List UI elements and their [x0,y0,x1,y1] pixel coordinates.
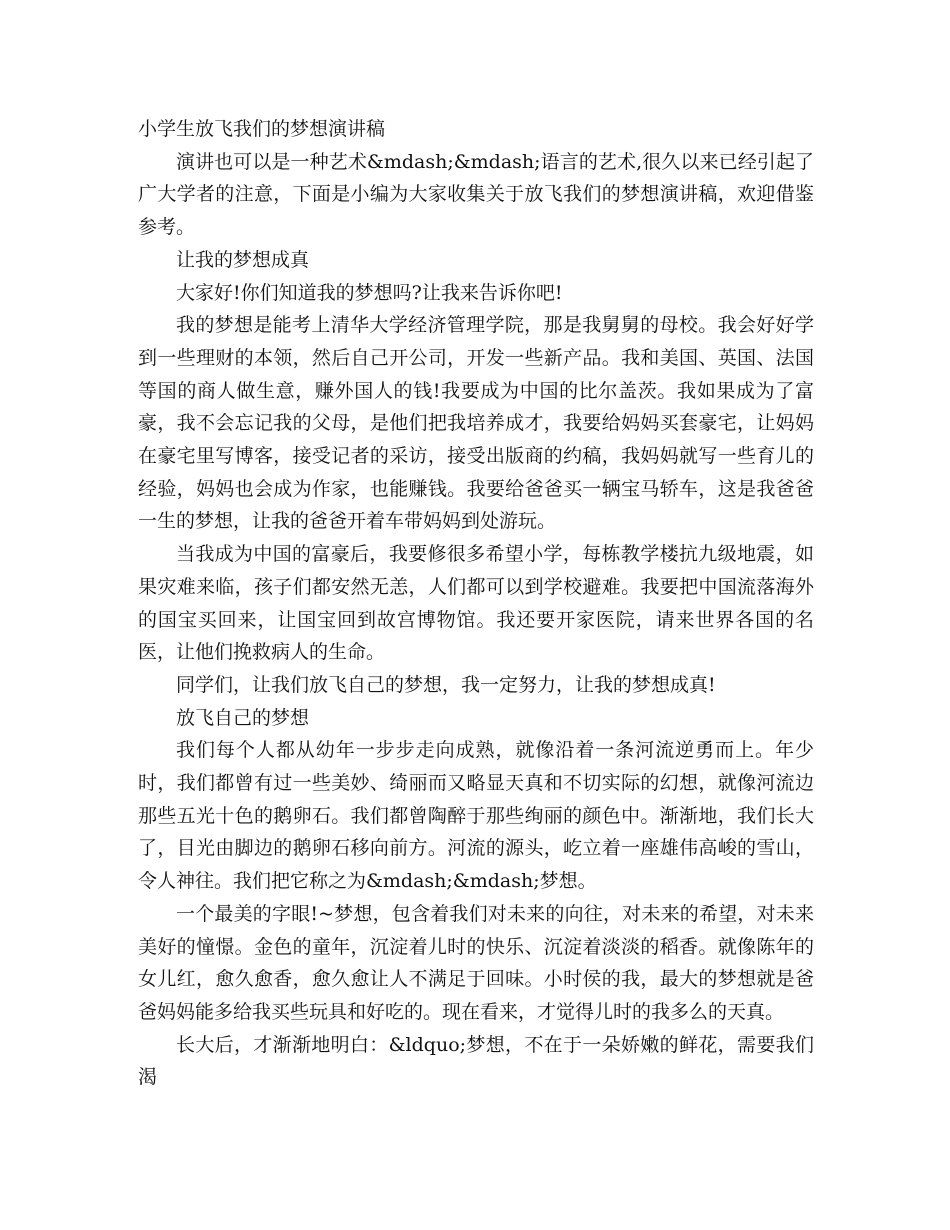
section-heading-1: 让我的梦想成真 [176,248,310,271]
paragraph-intro: 演讲也可以是一种艺术&mdash;&mdash;语言的艺术,很久以来已经引起了广大学者的注意，下面是小编为大家收集关于放飞我们的梦想演讲稿，欢迎借鉴参考。 [138,150,814,239]
paragraph-after-growing: 长大后，才渐渐地明白：&ldquo;梦想，不在于一朵娇嫩的鲜花，需要我们渴 [138,1033,814,1089]
paragraph-closing: 同学们，让我们放飞自己的梦想，我一定努力，让我的梦想成真! [176,673,716,696]
paragraph-beautiful-word: 一个最美的字眼!~梦想，包含着我们对未来的向往，对未来的希望，对未来美好的憧憬。金色的童年，沉淀着儿时的快乐、沉淀着淡淡的稻香。就像陈年的女儿红，愈久愈香，愈久愈让人不满足于回味。小时侯的我，最大的梦想就是爸爸妈妈能多给我买些玩具和好吃的。现在看来，才觉得儿时的我多么的天真。 [138,902,814,1023]
paragraph-greeting: 大家好!你们知道我的梦想吗?让我来告诉你吧! [176,281,563,304]
paragraph-dream: 我的梦想是能考上清华大学经济管理学院，那是我舅舅的母校。我会好好学到一些理财的本领，然后自己开公司，开发一些新产品。我和美国、英国、法国等国的商人做生意，赚外国人的钱!我要成为中国的比尔盖茨。我如果成为了富豪，我不会忘记我的父母，是他们把我培养成才，我要给妈妈买套豪宅，让妈妈在豪宅里写博客，接受记者的采访，接受出版商的约稿，我妈妈就写一些育儿的经验，妈妈也会成为作家，也能赚钱。我要给爸爸买一辆宝马轿车，这是我爸爸一生的梦想，让我的爸爸开着车带妈妈到处游玩。 [138,314,814,533]
paragraph-plans: 当我成为中国的富豪后，我要修很多希望小学，每栋教学楼抗九级地震，如果灾难来临，孩子们都安然无恙，人们都可以到学校避难。我要把中国流落海外的国宝买回来，让国宝回到故宫博物馆。我还要开家医院，请来世界各国的名医，让他们挽救病人的生命。 [138,543,814,664]
document-title: 小学生放飞我们的梦想演讲稿 [138,118,386,140]
document-page [138,113,814,1094]
section-heading-2: 放飞自己的梦想 [176,706,310,729]
paragraph-growing-up: 我们每个人都从幼年一步步走向成熟，就像沿着一条河流逆勇而上。年少时，我们都曾有过一些美妙、绮丽而又略显天真和不切实际的幻想，就像河流边那些五光十色的鹅卵石。我们都曾陶醉于那些绚丽的颜色中。渐渐地，我们长大了，目光由脚边的鹅卵石移向前方。河流的源头，屹立着一座雄伟高峻的雪山，令人神往。我们把它称之为&mdash;&mdash;梦想。 [138,739,814,893]
